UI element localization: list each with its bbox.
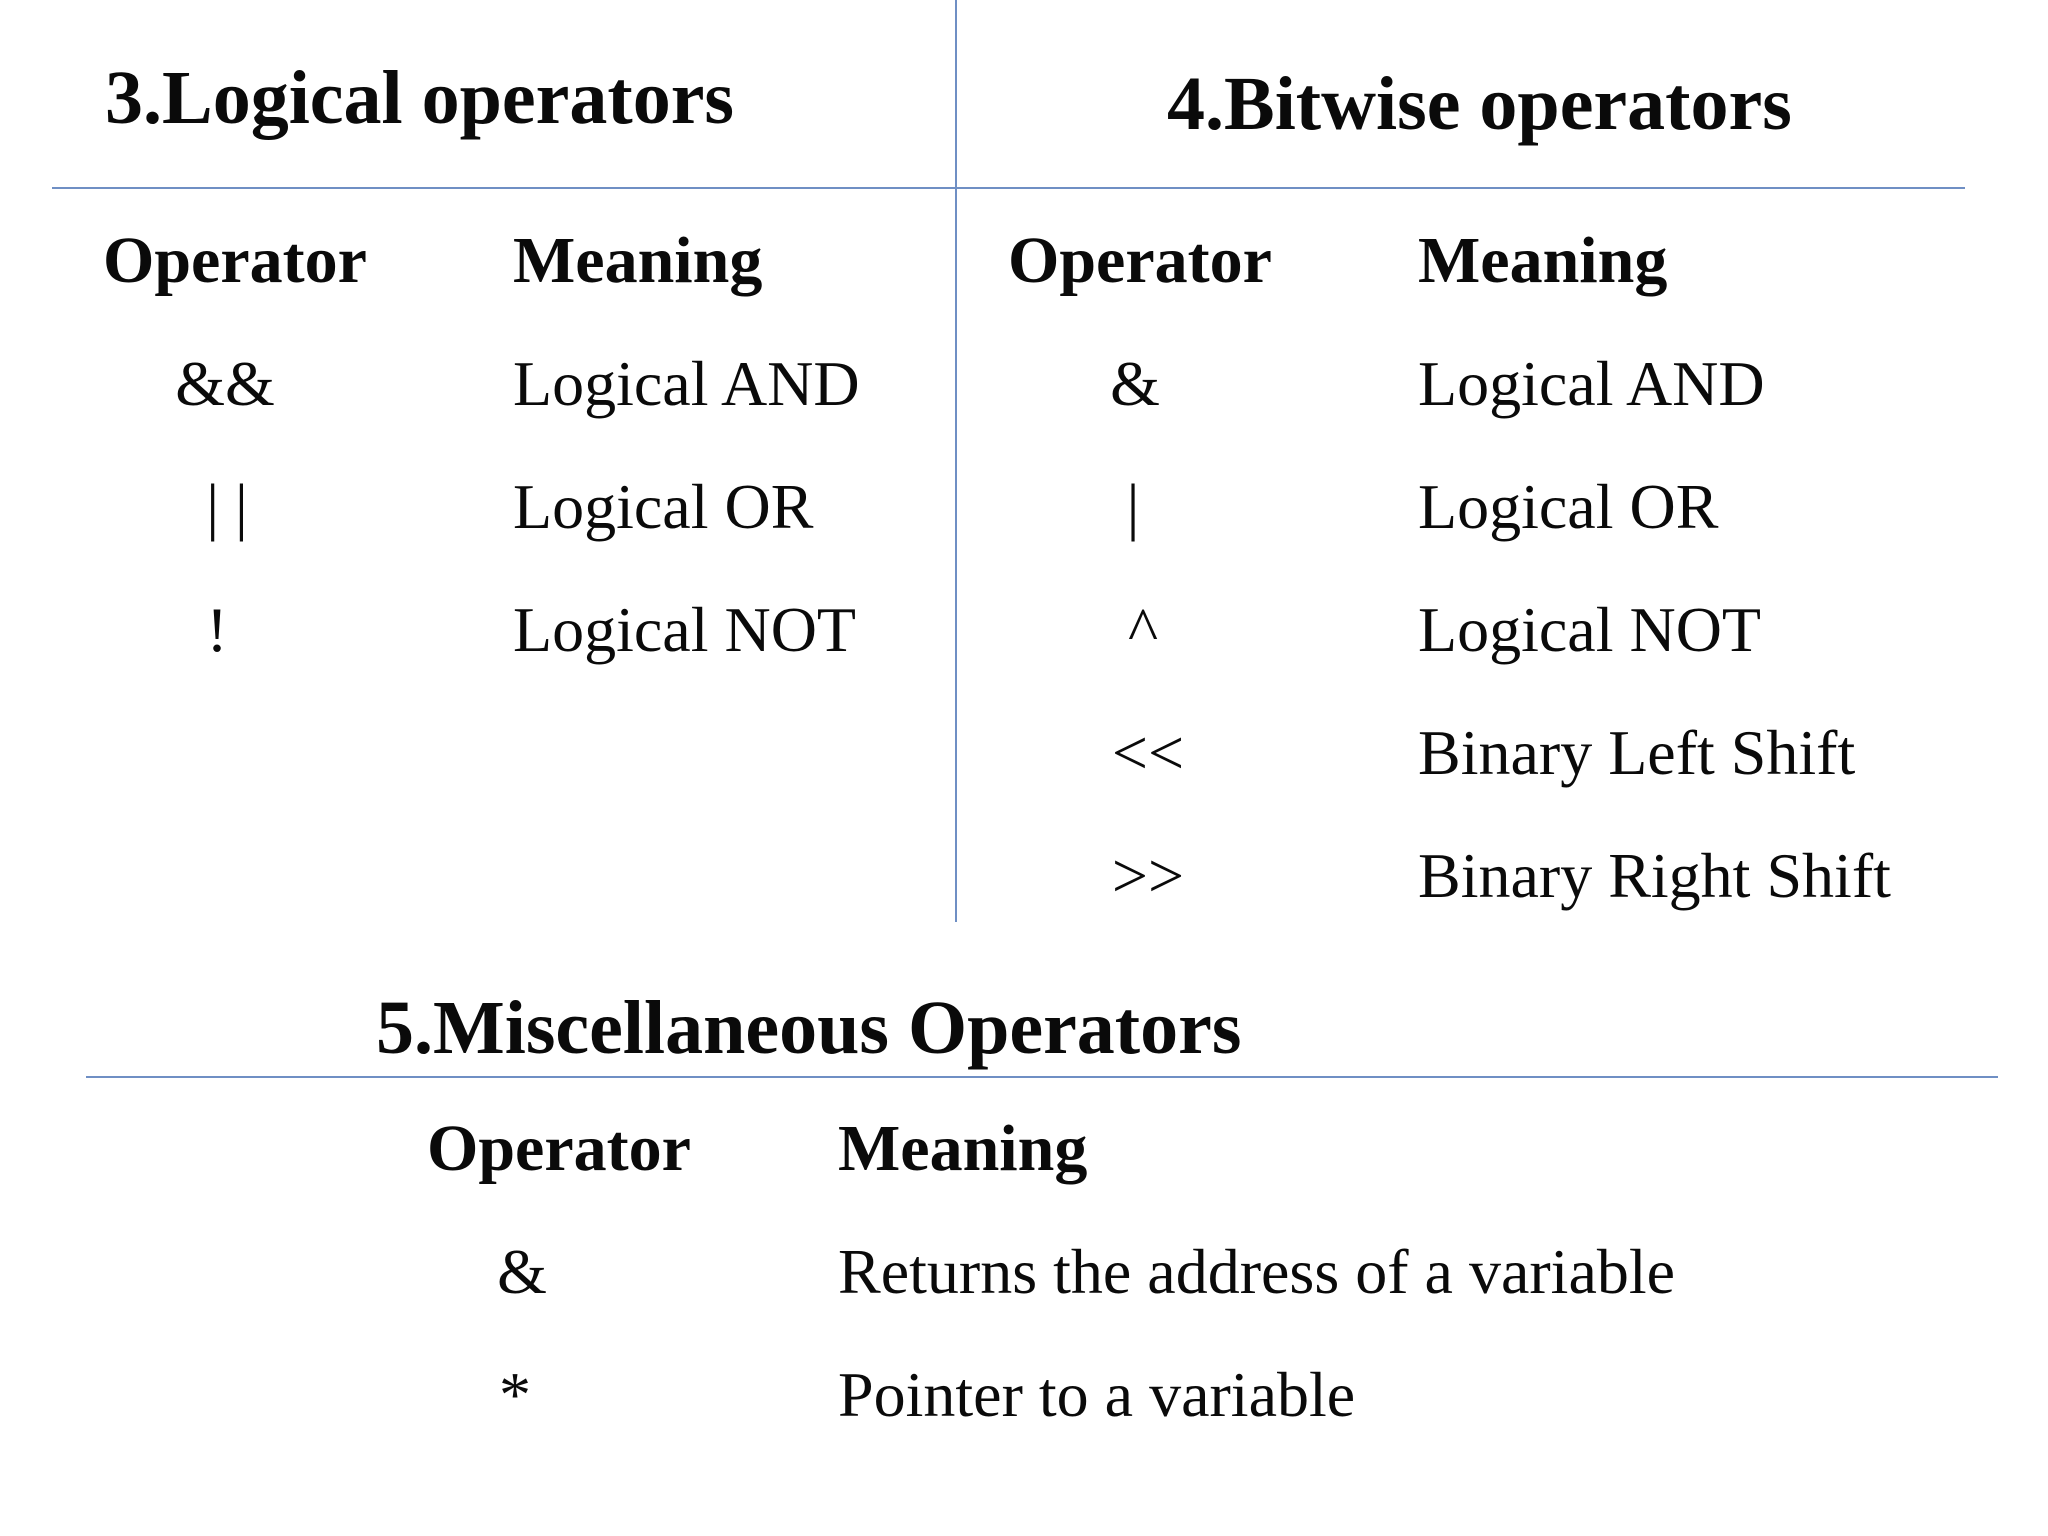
logical-row-3-meaning: Logical NOT <box>513 594 856 665</box>
misc-header-meaning: Meaning <box>838 1112 1088 1185</box>
bitwise-header-meaning: Meaning <box>1418 224 1668 297</box>
section-divider <box>955 0 957 922</box>
bitwise-row-4-meaning: Binary Left Shift <box>1418 717 1856 788</box>
bitwise-row-1-meaning: Logical AND <box>1418 348 1765 419</box>
bitwise-row-5-meaning: Binary Right Shift <box>1418 840 1891 911</box>
logical-row-3-operator: ! <box>206 594 228 665</box>
logical-row-2-meaning: Logical OR <box>513 471 814 542</box>
logical-row-2-operator: | | <box>206 471 248 542</box>
misc-header-operator: Operator <box>427 1112 691 1185</box>
bitwise-row-3-operator: ^ <box>1127 594 1159 665</box>
logical-header-operator: Operator <box>103 224 367 297</box>
bitwise-row-1-operator: & <box>1110 348 1160 419</box>
misc-row-2-operator: * <box>499 1359 531 1430</box>
logical-row-1-operator: && <box>175 348 275 419</box>
logical-operators-title: 3.Logical operators <box>105 56 735 140</box>
bitwise-row-2-operator: | <box>1126 471 1140 542</box>
bitwise-row-4-operator: << <box>1111 717 1185 788</box>
misc-row-1-meaning: Returns the address of a variable <box>838 1236 1676 1307</box>
logical-row-1-meaning: Logical AND <box>513 348 860 419</box>
bitwise-title-rule <box>955 187 1965 189</box>
bitwise-header-operator: Operator <box>1008 224 1272 297</box>
logical-title-rule <box>52 187 955 189</box>
bitwise-operators-title: 4.Bitwise operators <box>1167 62 1792 146</box>
misc-title-rule <box>86 1076 1998 1078</box>
misc-row-1-operator: & <box>497 1236 547 1307</box>
misc-row-2-meaning: Pointer to a variable <box>838 1359 1356 1430</box>
bitwise-row-3-meaning: Logical NOT <box>1418 594 1761 665</box>
bitwise-row-5-operator: >> <box>1111 840 1185 911</box>
misc-operators-title: 5.Miscellaneous Operators <box>376 986 1242 1070</box>
logical-header-meaning: Meaning <box>513 224 763 297</box>
bitwise-row-2-meaning: Logical OR <box>1418 471 1719 542</box>
